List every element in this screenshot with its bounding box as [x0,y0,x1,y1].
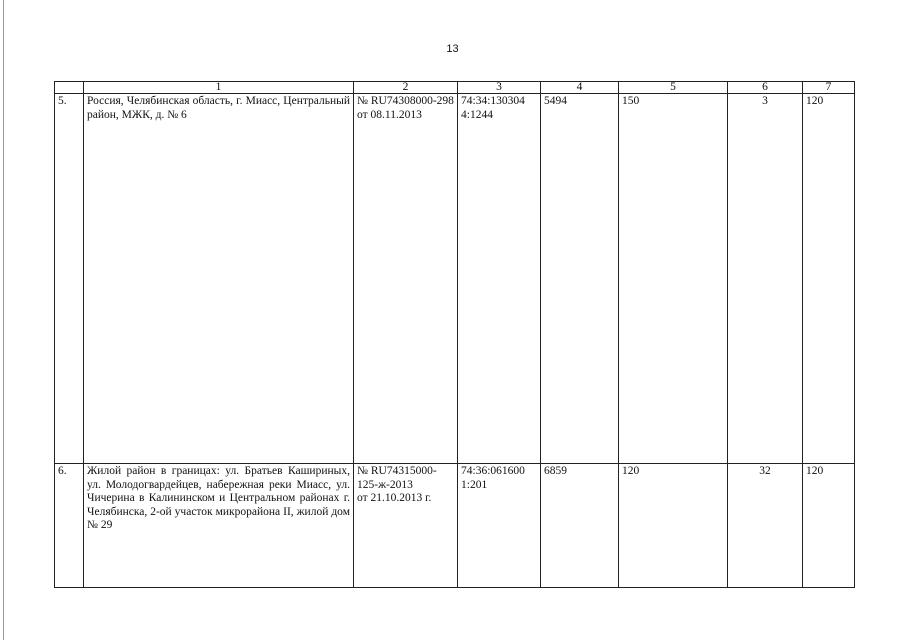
address-cell: Жилой район в границах: ул. Братьев Кашириных, ул. Молодогвардейцев, набережная реки Миасс, ул. Чичерина в Калининском и Центральном районах г. Челябинска, 2-ой участок микрорайона II, жилой дом № 29 [84,464,354,588]
header-cell-7: 7 [803,82,855,94]
col7-cell: 120 [803,94,855,464]
col4-cell: 5494 [541,94,619,464]
permit-date: от 08.11.2013 [357,108,422,121]
col5-cell: 150 [619,94,728,464]
permit-number: № RU74308000-298 [357,95,454,107]
header-cell-6: 6 [728,82,803,94]
page-edge-line [3,0,4,640]
table-row [55,464,855,588]
permit-number: № RU74315000-125-ж-2013 [357,465,437,491]
header-cell-1: 1 [84,82,354,94]
col5-cell: 120 [619,464,728,588]
col4-cell: 6859 [541,464,619,588]
table-row [55,94,855,464]
col6-cell: 3 [728,94,803,464]
header-cell-5: 5 [619,82,728,94]
permit-cell [354,464,458,588]
header-cell-4: 4 [541,82,619,94]
page-number: 13 [446,43,459,55]
data-table [54,81,855,588]
permit-cell [354,94,458,464]
header-cell-3: 3 [458,82,541,94]
col7-cell: 120 [803,464,855,588]
row-number: 6. [55,464,84,588]
permit-date: от 21.10.2013 г. [357,492,432,504]
address-cell: Россия, Челябинская область, г. Миасс, Центральный район, МЖК, д. № 6 [84,94,354,464]
table-header-row [55,82,855,94]
header-cell-num [55,82,84,94]
row-number: 5. [55,94,84,464]
cadastral-cell: 74:34:130304 4:1244 [458,94,541,464]
col6-cell: 32 [728,464,803,588]
cadastral-cell: 74:36:061600 1:201 [458,464,541,588]
header-cell-2: 2 [354,82,458,94]
